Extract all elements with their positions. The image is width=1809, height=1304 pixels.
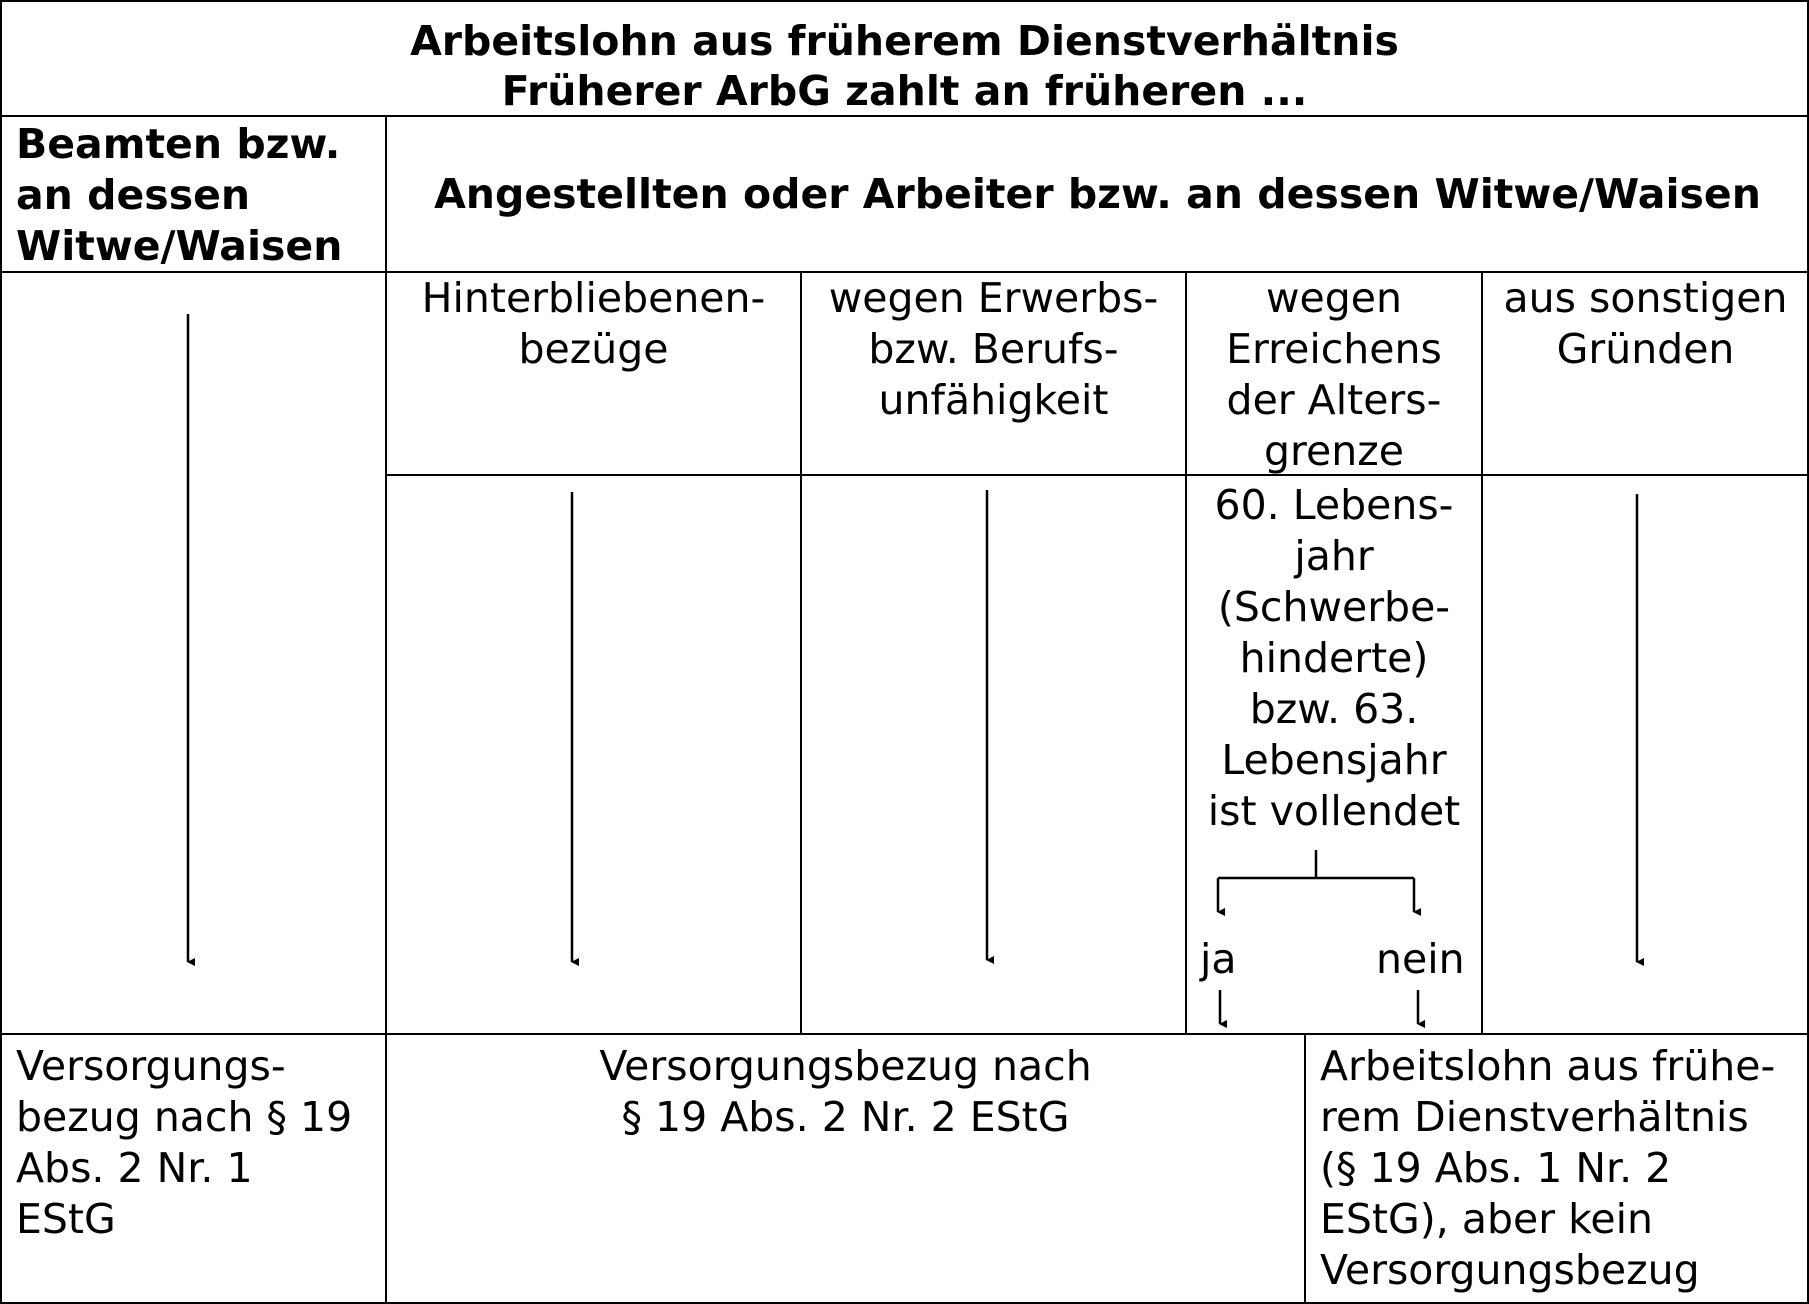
condition-line-3: (Schwerbe- [1217,583,1451,631]
beamte-header-line-2: an dessen [16,171,251,219]
angestellte-header: Angestellten oder Arbeiter bzw. an dessen Witwe/Waisen [434,170,1761,218]
condition-line-5: bzw. 63. [1249,685,1419,733]
beamte-header-line-1: Beamten bzw. [16,120,341,168]
result-arbeitslohn-line-3: (§ 19 Abs. 1 Nr. 2 [1320,1144,1672,1192]
result-arbeitslohn-line-4: EStG), aber kein [1320,1195,1653,1243]
condition-yes-label: ja [1200,935,1237,983]
condition-no-label: nein [1376,935,1465,983]
reason-erwerb-line-2: bzw. Berufs- [868,325,1119,373]
condition-line-2: jahr [1294,532,1374,580]
reason-alter-line-2: Erreichens [1226,325,1442,373]
reason-alter-line-1: wegen [1266,274,1402,322]
reason-sonstige-line-2: Gründen [1556,325,1735,373]
title-line-2: Früherer ArbG zahlt an früheren ... [501,67,1308,115]
condition-line-7: ist vollendet [1207,787,1461,835]
reason-alter-line-4: grenze [1264,427,1404,475]
result-versorgungsbezug-line-2: § 19 Abs. 2 Nr. 2 EStG [621,1093,1070,1141]
reason-hinterbliebene-line-2: bezüge [518,325,669,373]
reason-erwerb-line-3: unfähigkeit [878,376,1109,424]
result-beamte-line-3: Abs. 2 Nr. 1 [16,1144,253,1192]
result-arbeitslohn-line-1: Arbeitslohn aus frühe- [1320,1042,1776,1090]
beamte-header-line-3: Witwe/Waisen [16,222,343,270]
result-arbeitslohn-line-2: rem Dienstverhältnis [1320,1093,1749,1141]
condition-line-4: hinderte) [1239,634,1429,682]
reason-hinterbliebene-line-1: Hinterbliebenen- [421,274,766,322]
result-beamte-line-2: bezug nach § 19 [16,1093,353,1141]
reason-erwerb-line-1: wegen Erwerbs- [828,274,1159,322]
result-beamte-line-1: Versorgungs- [16,1042,286,1090]
condition-line-6: Lebensjahr [1221,736,1447,784]
outer-border [1,1,1808,1303]
result-beamte-line-4: EStG [16,1195,116,1243]
result-arbeitslohn-line-5: Versorgungsbezug [1320,1246,1700,1294]
title-line-1: Arbeitslohn aus früherem Dienstverhältnis [410,17,1399,65]
condition-line-1: 60. Lebens- [1214,481,1454,529]
reason-alter-line-3: der Alters- [1226,376,1442,424]
result-versorgungsbezug-line-1: Versorgungsbezug nach [599,1042,1092,1090]
reason-sonstige-line-1: aus sonstigen [1503,274,1788,322]
